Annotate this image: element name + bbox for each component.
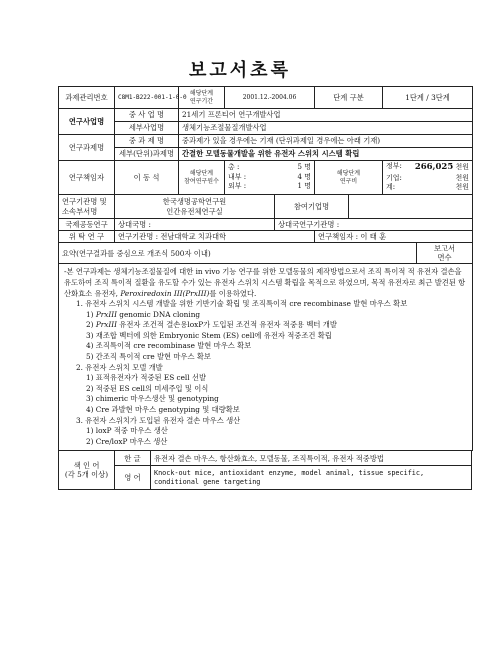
task-major: 중과제가 있을 경우에는 기재 (단위과제일 경우에는 아래 기재)	[179, 135, 473, 148]
keywords-english: Knock-out mice, antioxidant enzyme, model animal, tissue specific, conditional gene targeting	[151, 466, 472, 490]
summary-section-heading: 1. 유전자 스위치 시스템 개발을 위한 기반기술 확립 및 조직특이적 cre recombinase 발현 마우스 확보	[76, 299, 408, 309]
outsource-inst: 연구기관명 : 전남대학교 치과대학	[115, 231, 315, 243]
summary-intro: -본 연구과제는 생체기능조절물질에 대한 in vivo 기능 연구를 위한 모델동물의 제작방법으로서 조직 특이적 적 유전자 결손을 유도하여 조직 특이적 질환을 유도할 수가 있는 유전자 스위치 시스템 확립을 목적으로 하였으며, 목적 유전자로 최근 발견된 항산화효소 유전자, Peroxiredoxin III(PrxIII)를 이용하였다.	[64, 267, 466, 298]
org-label: 연구기관명 및 소속부서명	[59, 195, 115, 219]
document-title: 보고서초록	[189, 60, 291, 81]
summary-section-heading: 2. 유전자 스위치 모델 개발	[76, 362, 163, 372]
keywords-english-label: 영 어	[115, 466, 151, 490]
program-detail: 생체기능조절물질개발사업	[179, 122, 473, 135]
summary-item: 4) 조직특이적 cre recombinase 발현 마우스 확보	[86, 341, 252, 351]
intl-label: 국제공동연구	[59, 219, 115, 231]
summary-item: 3) 재조합 벡터에 의한 Embryonic Stem (ES) cell에 유전자 적중조건 확립	[86, 330, 332, 340]
pi-label: 연구책임자	[59, 161, 115, 195]
keywords-korean: 유전자 결손 마우스, 항산화효소, 모델동물, 조직특이적, 유전자 적중방법	[151, 451, 472, 466]
funds-label: 해당단계 연구비	[315, 161, 383, 195]
funds-total: 계: 천원	[386, 183, 470, 192]
keywords-table	[58, 450, 472, 490]
intl-inst: 상대국연구기관명 :	[275, 219, 473, 231]
summary-section-heading: 3. 유전자 스위치가 도입된 유전자 결손 마우스 생산	[76, 415, 241, 425]
intl-partner: 상대국명 :	[115, 219, 275, 231]
summary-item: 1) PrxIII genomic DNA cloning	[86, 309, 201, 319]
summary-item: 3) chimeric 마우스생산 및 genotyping	[86, 394, 219, 404]
task-detail-label: 세부(단위)과제명	[115, 148, 179, 161]
project-no-label: 과제관리번호	[59, 87, 115, 109]
program-major: 21세기 프론티어 연구개발사업	[179, 109, 473, 122]
researchers-label: 해당단계 참여연구원수	[179, 161, 225, 195]
pi-name: 이 동 석	[115, 161, 179, 195]
summary-item: 5) 간조직 특이적 cre 발현 마우스 확보	[86, 352, 211, 362]
task-major-label: 중 과 제 명	[115, 135, 179, 148]
summary-item: 4) Cre 과발현 마우스 genotyping 및 대량확보	[86, 404, 240, 414]
stage-value: 1단계 / 3단계	[383, 87, 473, 109]
keywords-label: 색 인 어 (각 5개 이상)	[59, 451, 115, 490]
header-table	[58, 86, 473, 451]
summary-sections	[64, 299, 467, 447]
funds-values	[383, 161, 473, 195]
funds-industry: 기업: 천원	[386, 173, 470, 182]
org-value: 한국생명공학연구원 인간유전체연구실	[115, 195, 275, 219]
program-label: 연구사업명	[59, 109, 115, 135]
period-value: 2001.12.-2004.06	[225, 87, 315, 109]
researchers-total: 총 : 5 명	[228, 163, 311, 172]
task-label: 연구과제명	[59, 135, 115, 161]
keywords-korean-label: 한 글	[115, 451, 151, 466]
summary-item: 1) loxP 적중 마우스 생산	[86, 426, 168, 436]
program-major-label: 중 사 업 명	[115, 109, 179, 122]
project-no: C8M1-B222-001-1-0-0	[115, 87, 179, 109]
outsource-pi: 연구책임자 : 이 태 훈	[315, 231, 473, 243]
participant-org-label: 참여기업명	[275, 195, 349, 219]
summary-item: 2) Cre/loxP 마우스 생산	[86, 436, 168, 446]
summary-item: 2) 적중된 ES cell의 미세주입 및 이식	[86, 383, 209, 393]
summary-item: 2) PrxIII 유전자 조건적 결손용loxP가 도입된 조건적 유전자 적중용 벡터 개발	[86, 320, 337, 330]
summary-label: 요약(연구결과를 중심으로 개조식 500자 이내)	[59, 243, 417, 264]
abstract-form	[58, 86, 472, 490]
program-detail-label: 세부사업명	[115, 122, 179, 135]
task-detail: 간결한 모델동물개발을 위한 유전자 스위치 시스템 확립	[179, 148, 473, 161]
outsource-label: 위 탁 연 구	[59, 231, 115, 243]
summary-item: 1) 표적유전자가 적중된 ES cell 선발	[86, 373, 207, 383]
funds-government: 정부: 266,025 천원	[386, 162, 470, 173]
pages-label: 보고서 면수	[417, 243, 473, 264]
period-label: 해당단계 연구기간	[179, 87, 225, 109]
participant-org	[349, 195, 473, 219]
researchers-external: 외부 : 1 명	[228, 182, 311, 191]
stage-label: 단계 구분	[315, 87, 383, 109]
researchers-internal: 내부 : 4 명	[228, 172, 311, 181]
researchers-counts	[225, 161, 315, 195]
summary-body	[59, 264, 473, 451]
